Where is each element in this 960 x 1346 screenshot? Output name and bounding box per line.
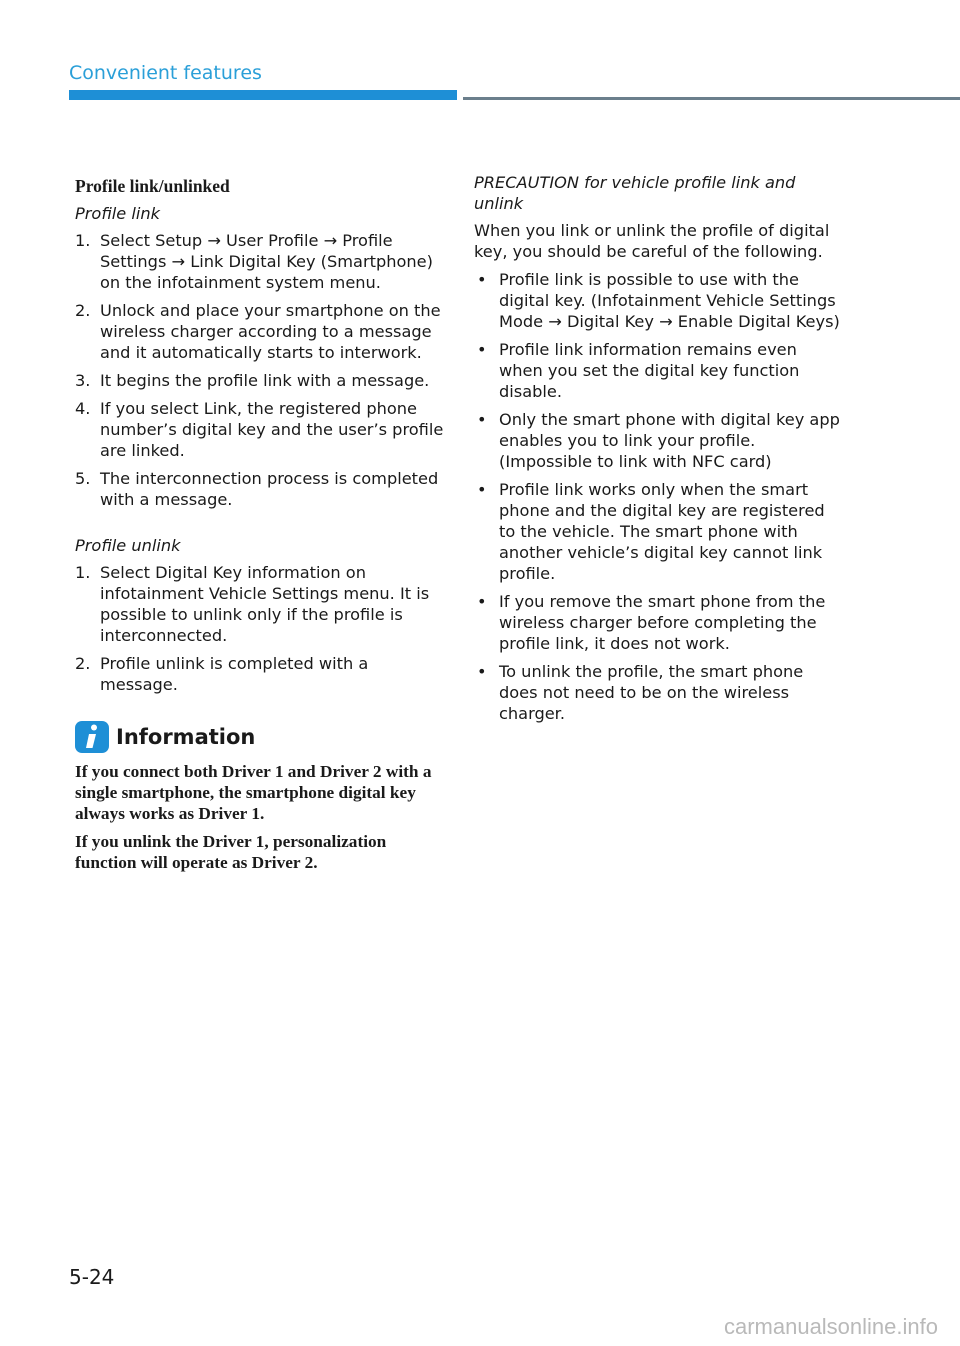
- step-number: 1.: [75, 231, 91, 250]
- profile-unlink-steps: [75, 562, 445, 695]
- information-text: If you connect both Driver 1 and Driver 2 with a single smartphone, the smartphone digital key always works as Driver 1.: [75, 762, 432, 823]
- watermark[interactable]: carmanualsonline.info: [723, 1314, 938, 1339]
- step-text: Select Setup → User Profile → Profile Settings → Link Digital Key (Smartphone) on the infotainment system menu.: [100, 231, 433, 292]
- section-heading: Profile link/unlinked: [75, 176, 230, 196]
- step-item: [75, 468, 445, 510]
- step-number: 1.: [75, 563, 91, 582]
- list-item-text: To unlink the profile, the smart phone does not need to be on the wireless charger.: [499, 662, 804, 723]
- list-item-text: Profile link information remains even when you set the digital key function disable.: [499, 340, 800, 401]
- header-rule: [463, 97, 960, 100]
- step-number: 3.: [75, 371, 91, 390]
- step-item: [75, 370, 445, 391]
- bullet-icon: •: [477, 480, 487, 499]
- list-item-text: Profile link is possible to use with the digital key. (Infotainment Vehicle Settings Mode → Digital Key → Enable Digital Keys): [499, 270, 840, 331]
- header-accent-bar: [69, 90, 457, 100]
- step-item: [75, 562, 445, 646]
- step-item: [75, 653, 445, 695]
- information-title: Information: [116, 724, 256, 749]
- list-item: [474, 339, 844, 402]
- step-number: 4.: [75, 399, 91, 418]
- step-number: 5.: [75, 469, 91, 488]
- profile-link-steps: [75, 230, 445, 510]
- step-item: [75, 300, 445, 363]
- step-text: Unlock and place your smartphone on the wireless charger according to a message and it automatically starts to interwork.: [100, 301, 441, 362]
- precaution-intro: When you link or unlink the profile of digital key, you should be careful of the following.: [474, 221, 830, 261]
- bullet-icon: •: [477, 270, 487, 289]
- information-text: If you unlink the Driver 1, personalization function will operate as Driver 2.: [75, 832, 387, 872]
- list-item-text: If you remove the smart phone from the wireless charger before completing the profile link, it does not work.: [499, 592, 826, 653]
- list-item: [474, 409, 844, 472]
- information-box: [75, 721, 445, 873]
- profile-link-heading: Profile link: [75, 204, 161, 223]
- bullet-icon: •: [477, 340, 487, 359]
- bullet-icon: •: [477, 592, 487, 611]
- information-header: [75, 721, 445, 753]
- list-item: [474, 269, 844, 332]
- step-item: [75, 398, 445, 461]
- step-text: It begins the profile link with a message.: [100, 371, 430, 390]
- step-item: [75, 230, 445, 293]
- left-column: [75, 172, 445, 880]
- precaution-heading: PRECAUTION for vehicle profile link and unlink: [474, 173, 796, 213]
- bullet-icon: •: [477, 410, 487, 429]
- step-text: Select Digital Key information on infotainment Vehicle Settings menu. It is possible to unlink only if the profile is interconnected.: [100, 563, 430, 645]
- step-number: 2.: [75, 301, 91, 320]
- bullet-icon: •: [477, 662, 487, 681]
- list-item-text: Profile link works only when the smart phone and the digital key are registered to the vehicle. The smart phone with another vehicle’s digital key cannot link profile.: [499, 480, 825, 583]
- list-item: [474, 591, 844, 654]
- precaution-list: [474, 269, 844, 724]
- list-item-text: Only the smart phone with digital key app enables you to link your profile. (Impossible to link with NFC card): [499, 410, 840, 471]
- step-text: If you select Link, the registered phone number’s digital key and the user’s profile are linked.: [100, 399, 444, 460]
- page-number: 5-24: [69, 1265, 115, 1289]
- profile-unlink-heading: Profile unlink: [75, 536, 181, 555]
- right-column: [474, 172, 844, 731]
- section-title: Convenient features: [69, 62, 262, 84]
- list-item: [474, 479, 844, 584]
- step-number: 2.: [75, 654, 91, 673]
- list-item: [474, 661, 844, 724]
- step-text: The interconnection process is completed with a message.: [100, 469, 439, 509]
- step-text: Profile unlink is completed with a message.: [100, 654, 369, 694]
- info-icon: [75, 721, 109, 753]
